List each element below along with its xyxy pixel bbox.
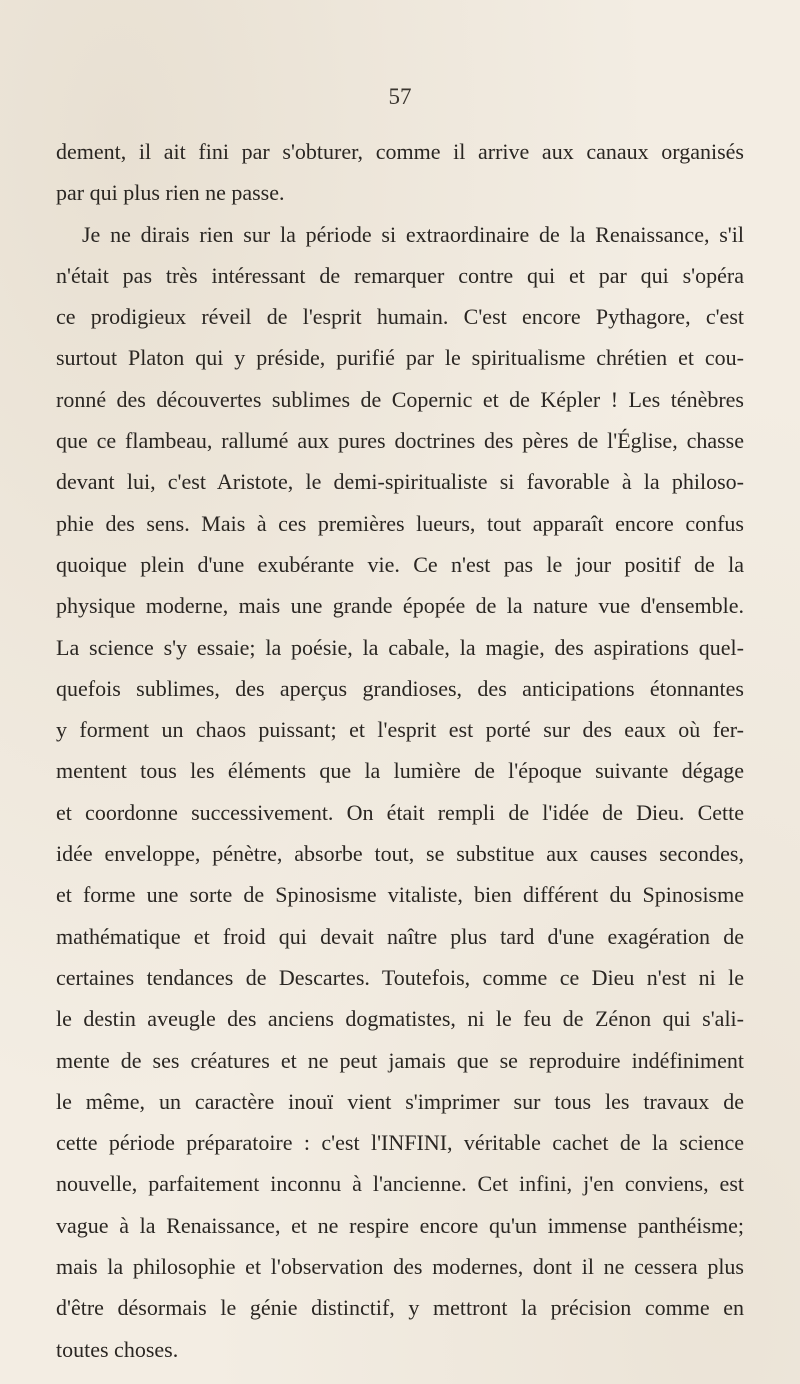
text-line: devant lui, c'est Aristote, le demi-spiritualiste si favorable à la philoso- [56, 469, 744, 495]
text-line: ce prodigieux réveil de l'esprit humain. C'est encore Pythagore, c'est [56, 304, 744, 330]
text-line: quefois sublimes, des aperçus grandioses, des anticipations étonnantes [56, 675, 744, 701]
text-line: nouvelle, parfaitement inconnu à l'ancienne. Cet infini, j'en conviens, est [56, 1171, 744, 1197]
text-line: par qui plus rien ne passe. [56, 180, 285, 206]
text-line: y forment un chaos puissant; et l'esprit est porté sur des eaux où fer- [56, 717, 744, 743]
text-line: vague à la Renaissance, et ne respire encore qu'un immense panthéisme; [56, 1212, 744, 1238]
text-line: mais la philosophie et l'observation des modernes, dont il ne cessera plus [56, 1254, 744, 1280]
text-line: La science s'y essaie; la poésie, la cabale, la magie, des aspirations quel- [56, 634, 744, 660]
text-line: physique moderne, mais une grande épopée de la nature vue d'ensemble. [56, 593, 744, 619]
text-line: que ce flambeau, rallumé aux pures doctrines des pères de l'Église, chasse [56, 428, 744, 454]
text-line: le même, un caractère inouï vient s'imprimer sur tous les travaux de [56, 1088, 744, 1114]
text-line: n'était pas très intéressant de remarquer contre qui et par qui s'opéra [56, 262, 744, 288]
text-line: quoique plein d'une exubérante vie. Ce n'est pas le jour positif de la [56, 551, 744, 577]
text-line: d'être désormais le génie distinctif, y mettront la précision comme en [56, 1295, 744, 1321]
body-text [56, 131, 744, 1370]
text-line: cette période préparatoire : c'est l'INFINI, véritable cachet de la science [56, 1130, 744, 1156]
text-line: ronné des découvertes sublimes de Copernic et de Képler ! Les ténèbres [56, 386, 744, 412]
text-line: certaines tendances de Descartes. Toutefois, comme ce Dieu n'est ni le [56, 964, 744, 990]
text-line: le destin aveugle des anciens dogmatistes, ni le feu de Zénon qui s'ali- [56, 1006, 744, 1032]
text-line: idée enveloppe, pénètre, absorbe tout, se substitue aux causes secondes, [56, 841, 744, 867]
text-line: dement, il ait fini par s'obturer, comme il arrive aux canaux organisés [56, 139, 744, 164]
text-line: Je ne dirais rien sur la période si extraordinaire de la Renaissance, s'il [82, 221, 744, 247]
text-line: surtout Platon qui y préside, purifié par le spiritualisme chrétien et cou- [56, 345, 744, 371]
text-line: mathématique et froid qui devait naître plus tard d'une exagération de [56, 923, 744, 949]
text-line: phie des sens. Mais à ces premières lueurs, tout apparaît encore confus [56, 510, 744, 536]
text-line: mentent tous les éléments que la lumière de l'époque suivante dégage [56, 758, 744, 784]
text-line: et forme une sorte de Spinosisme vitaliste, bien différent du Spinosisme [56, 882, 744, 908]
page-number: 57 [388, 84, 412, 109]
text-line: mente de ses créatures et ne peut jamais que se reproduire indéfiniment [56, 1047, 744, 1073]
text-line: toutes choses. [56, 1336, 179, 1362]
text-line: et coordonne successivement. On était rempli de l'idée de Dieu. Cette [56, 799, 744, 825]
